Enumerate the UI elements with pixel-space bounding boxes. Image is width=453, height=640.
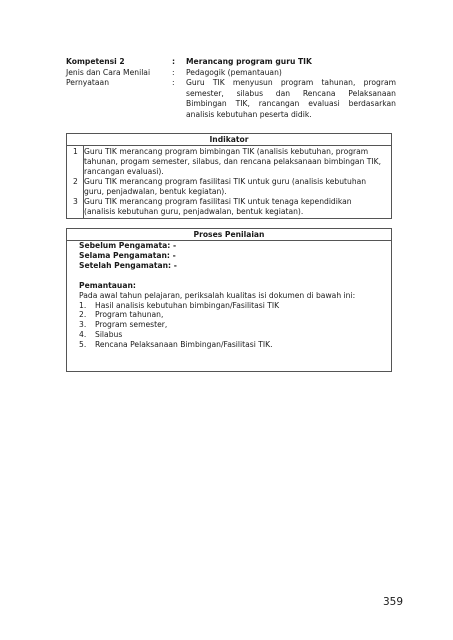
- indikator-item: [67, 146, 392, 178]
- observation-value: -: [173, 260, 177, 270]
- observation-setelah: [79, 261, 391, 271]
- proses-title: Proses Penilaian: [67, 229, 391, 241]
- header-value: Merancang program guru TIK: [186, 57, 312, 66]
- list-number: 5.: [79, 340, 87, 350]
- list-text: Rencana Pelaksanaan Bimbingan/Fasilitasi TIK.: [95, 340, 273, 350]
- list-item: [79, 310, 391, 320]
- list-text: Program tahunan,: [95, 310, 164, 320]
- header-value: Guru TIK menyusun program tahunan, program semester, silabus dan Rencana Pelaksanaan Bimbingan TIK, rancangan evaluasi berdasarkan analisis kebutuhan peserta didik.: [186, 78, 396, 119]
- header-label: Jenis dan Cara Menilai: [66, 67, 151, 77]
- list-number: 3.: [79, 320, 87, 330]
- indikator-text: Guru TIK merancang program bimbingan TIK (analisis kebutuhan, program tahunan, progam semester, silabus, dan rencana pelaksanaan bimbingan TIK, rancangan evaluasi).: [84, 146, 392, 178]
- indikator-number: 1: [67, 146, 84, 178]
- list-text: Program semester,: [95, 320, 168, 330]
- indikator-number: 2: [67, 177, 84, 197]
- observation-label: Setelah Pengamatan:: [79, 260, 172, 270]
- indikator-header-row: [67, 134, 392, 146]
- header-colon: :: [172, 57, 176, 66]
- observation-value: -: [172, 250, 176, 260]
- header-value: Pedagogik (pemantauan): [186, 67, 282, 77]
- indikator-item: [67, 197, 392, 219]
- observation-selama: [79, 251, 391, 261]
- header-row-kompetensi: [66, 57, 396, 68]
- competency-header: [66, 57, 396, 121]
- list-text: Silabus: [95, 330, 123, 340]
- indikator-number: 3: [67, 197, 84, 219]
- list-number: 4.: [79, 330, 87, 340]
- header-label: Pernyataan: [66, 78, 110, 88]
- list-number: 2.: [79, 310, 87, 320]
- pemantauan-intro: Pada awal tahun pelajaran, periksalah kualitas isi dokumen di bawah ini:: [79, 290, 356, 300]
- proses-penilaian-box: [66, 228, 392, 372]
- list-number: 1.: [79, 300, 87, 310]
- indikator-title: Indikator: [67, 134, 392, 146]
- header-label: Kompetensi 2: [66, 57, 125, 66]
- page-number: 359: [382, 596, 403, 608]
- list-item: [79, 330, 391, 340]
- document-list: [79, 301, 391, 351]
- list-text: Hasil analisis kebutuhan bimbingan/Fasilitasi TIK: [95, 300, 280, 310]
- header-colon: :: [172, 67, 175, 77]
- list-item: [79, 301, 391, 311]
- indikator-table: [66, 133, 392, 219]
- header-row-pernyataan: [66, 78, 396, 120]
- observation-label: Sebelum Pengamata:: [79, 241, 171, 250]
- list-item: [79, 340, 391, 350]
- indikator-text: Guru TIK merancang program fasilitasi TIK untuk tenaga kependidikan (analisis kebutuhan guru, penjadwalan, bentuk kegiatan).: [84, 197, 392, 219]
- observation-sebelum: [79, 241, 391, 251]
- observation-value: -: [172, 241, 177, 250]
- pemantauan-title: Pemantauan:: [79, 280, 136, 290]
- proses-body: [67, 241, 391, 350]
- list-item: [79, 320, 391, 330]
- header-colon: :: [172, 78, 175, 88]
- header-row-jenis: [66, 68, 396, 79]
- indikator-text: Guru TIK merancang program fasilitasi TIK untuk guru (analisis kebutuhan guru, penjadwalan, bentuk kegiatan).: [84, 177, 392, 197]
- indikator-item: [67, 177, 392, 197]
- observation-label: Selama Pengamatan:: [79, 250, 170, 260]
